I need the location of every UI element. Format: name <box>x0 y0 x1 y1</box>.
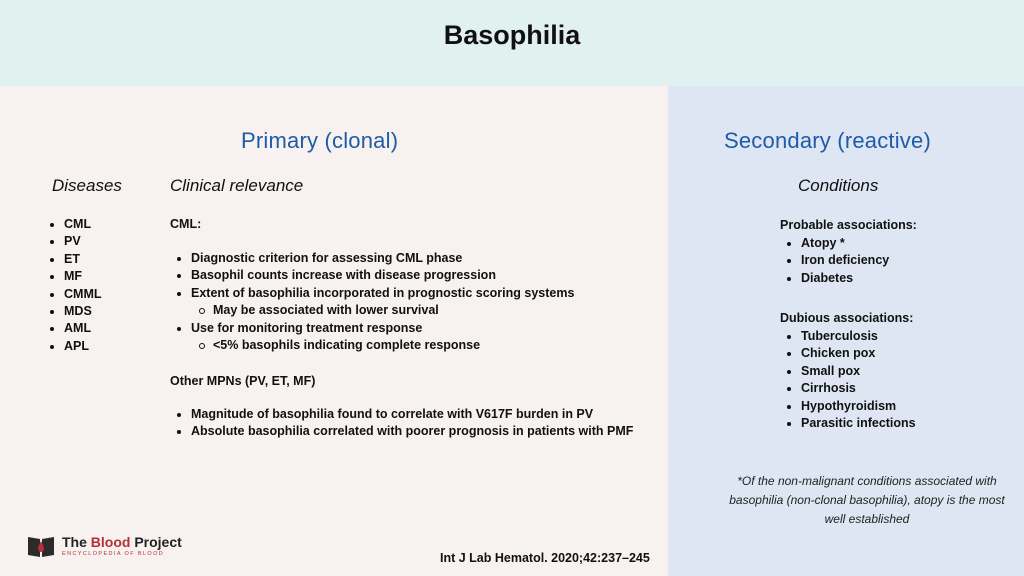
list-item: AML <box>50 320 102 337</box>
secondary-heading: Secondary (reactive) <box>724 128 931 153</box>
list-item: Parasitic infections <box>787 415 916 432</box>
list-item: MDS <box>50 303 102 320</box>
list-item: CML <box>50 216 102 233</box>
list-item: Tuberculosis <box>787 328 916 345</box>
citation: Int J Lab Hematol. 2020;42:237–245 <box>440 551 650 565</box>
list-item: MF <box>50 268 102 285</box>
clinical-relevance-heading: Clinical relevance <box>170 176 304 195</box>
blood-project-logo <box>26 533 182 559</box>
list-item: <5% basophils indicating complete response <box>177 337 574 354</box>
diseases-list <box>50 216 102 355</box>
list-item: Diagnostic criterion for assessing CML phase <box>177 250 574 267</box>
probable-list <box>787 235 889 287</box>
cml-points-list <box>177 250 574 354</box>
logo-tagline: ENCYCLOPEDIA OF BLOOD <box>62 550 165 557</box>
list-item: Magnitude of basophilia found to correlate with V617F burden in PV <box>177 406 633 423</box>
list-item: Small pox <box>787 363 916 380</box>
list-item: Diabetes <box>787 270 889 287</box>
list-item: Basophil counts increase with disease progression <box>177 267 574 284</box>
conditions-heading: Conditions <box>798 176 879 195</box>
dubious-label: Dubious associations: <box>780 311 914 325</box>
diseases-heading: Diseases <box>52 176 122 195</box>
cml-label: CML: <box>170 217 202 231</box>
list-item: ET <box>50 251 102 268</box>
logo-name: The Blood Project <box>62 533 182 550</box>
mpn-points-list <box>177 406 633 441</box>
list-item: CMML <box>50 286 102 303</box>
list-item: Iron deficiency <box>787 252 889 269</box>
list-item: Absolute basophilia correlated with poorer prognosis in patients with PMF <box>177 423 633 440</box>
list-item: APL <box>50 338 102 355</box>
book-drop-icon <box>26 533 56 559</box>
list-item: Chicken pox <box>787 345 916 362</box>
page-title: Basophilia <box>443 20 581 50</box>
list-item: Extent of basophilia incorporated in prognostic scoring systems <box>177 285 574 302</box>
list-item: Cirrhosis <box>787 380 916 397</box>
probable-label: Probable associations: <box>780 218 917 232</box>
mpn-label: Other MPNs (PV, ET, MF) <box>170 374 316 388</box>
list-item: Atopy * <box>787 235 889 252</box>
atopy-footnote: *Of the non-malignant conditions associated with basophilia (non-clonal basophilia), atopy is the most well established <box>729 474 1005 526</box>
dubious-list <box>787 328 916 432</box>
primary-heading: Primary (clonal) <box>241 128 399 153</box>
list-item: Hypothyroidism <box>787 398 916 415</box>
list-item: May be associated with lower survival <box>177 302 574 319</box>
list-item: PV <box>50 233 102 250</box>
list-item: Use for monitoring treatment response <box>177 320 574 337</box>
